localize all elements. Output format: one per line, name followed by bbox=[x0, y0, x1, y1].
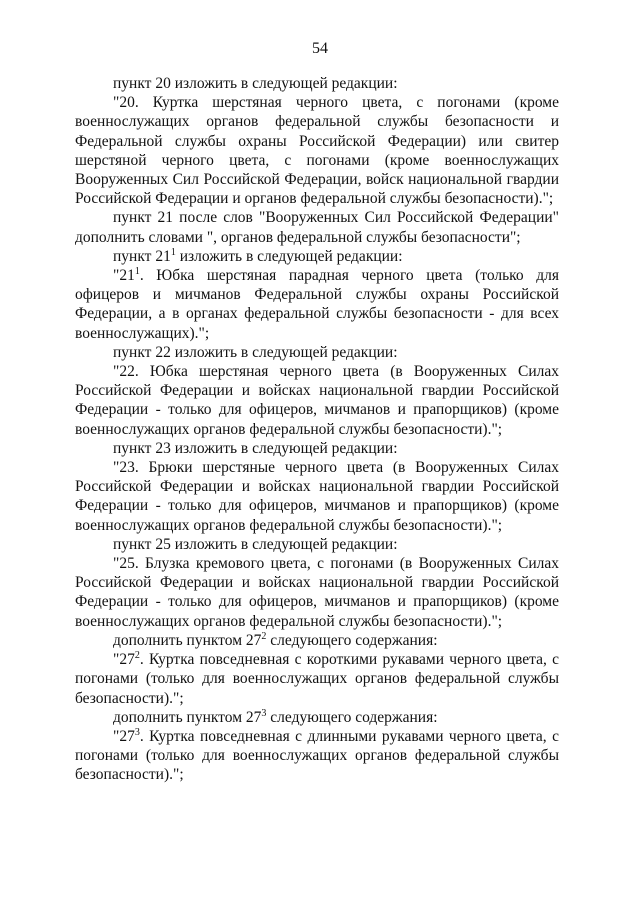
superscript-index: 2 bbox=[261, 630, 267, 642]
superscript-index: 1 bbox=[170, 246, 176, 258]
page-number: 54 bbox=[312, 40, 328, 57]
paragraph-text: пункт 21 bbox=[113, 247, 171, 265]
paragraph bbox=[75, 708, 559, 727]
paragraph bbox=[75, 247, 559, 266]
paragraph-text: "21 bbox=[113, 267, 135, 285]
paragraph-text: . Юбка шерстяная парадная черного цвета (только для офицеров и мичманов Федеральной службы охраны Российской Федерации, а в органах федеральной службы безопасности - для всех военнослужащих)."; bbox=[75, 267, 559, 342]
superscript-index: 1 bbox=[134, 265, 140, 277]
paragraph bbox=[75, 266, 559, 343]
paragraph-text: . Куртка повседневная с короткими рукавами черного цвета, с погонами (только для военнослужащих органов федеральной службы безопасности)."; bbox=[75, 651, 559, 707]
paragraph-text: дополнить пунктом 27 bbox=[113, 708, 262, 726]
document-body bbox=[75, 74, 559, 785]
paragraph: "25. Блузка кремового цвета, с погонами (в Вооруженных Силах Российской Федерации и войсках национальной гвардии Российской Федерации - только для офицеров, мичманов и прапорщиков) (кроме военнослужащих органов федеральной службы безопасности)."; bbox=[75, 555, 559, 630]
paragraph: пункт 21 после слов "Вооруженных Сил Российской Федерации" дополнить словами ", органов федеральной службы безопасности"; bbox=[75, 209, 559, 246]
paragraph-text: "27 bbox=[113, 727, 135, 745]
paragraph: пункт 20 изложить в следующей редакции: bbox=[113, 75, 398, 92]
paragraph: пункт 25 изложить в следующей редакции: bbox=[113, 535, 398, 553]
paragraph: пункт 23 изложить в следующей редакции: bbox=[113, 439, 398, 457]
superscript-index: 3 bbox=[134, 726, 140, 738]
paragraph bbox=[75, 631, 559, 650]
paragraph-text: "27 bbox=[113, 651, 135, 669]
paragraph bbox=[75, 650, 559, 708]
superscript-index: 2 bbox=[134, 649, 140, 661]
paragraph: "23. Брюки шерстяные черного цвета (в Вооруженных Силах Российской Федерации и войсках национальной гвардии Российской Федерации - только для офицеров, мичманов и прапорщиков) (кроме военнослужащих органов федеральной службы безопасности)."; bbox=[75, 459, 559, 534]
superscript-index: 3 bbox=[261, 707, 267, 719]
paragraph-text: . Куртка повседневная с длинными рукавами черного цвета, с погонами (только для военнослужащих органов федеральной службы безопасности)."; bbox=[75, 727, 559, 784]
paragraph: пункт 22 изложить в следующей редакции: bbox=[113, 343, 398, 361]
paragraph: "22. Юбка шерстяная черного цвета (в Вооруженных Силах Российской Федерации и войсках национальной гвардии Российской Федерации - только для офицеров, мичманов и прапорщиков) (кроме военнослужащих органов федеральной службы безопасности)."; bbox=[75, 363, 559, 438]
paragraph-text: следующего содержания: bbox=[266, 631, 438, 649]
paragraph-text: дополнить пунктом 27 bbox=[113, 631, 262, 649]
paragraph bbox=[75, 727, 559, 785]
paragraph: "20. Куртка шерстяная черного цвета, с погонами (кроме военнослужащих органов федеральной службы безопасности и Федеральной службы охраны Российской Федерации) или свитер шерстяной черного цвета, с погонами (кроме военнослужащих Вооруженных Сил Российской Федерации, войск национальной гвардии Российской Федерации и органов федеральной службы безопасности)."; bbox=[75, 94, 559, 208]
paragraph-text: изложить в следующей редакции: bbox=[175, 247, 403, 265]
paragraph-text: следующего содержания: bbox=[266, 708, 438, 726]
